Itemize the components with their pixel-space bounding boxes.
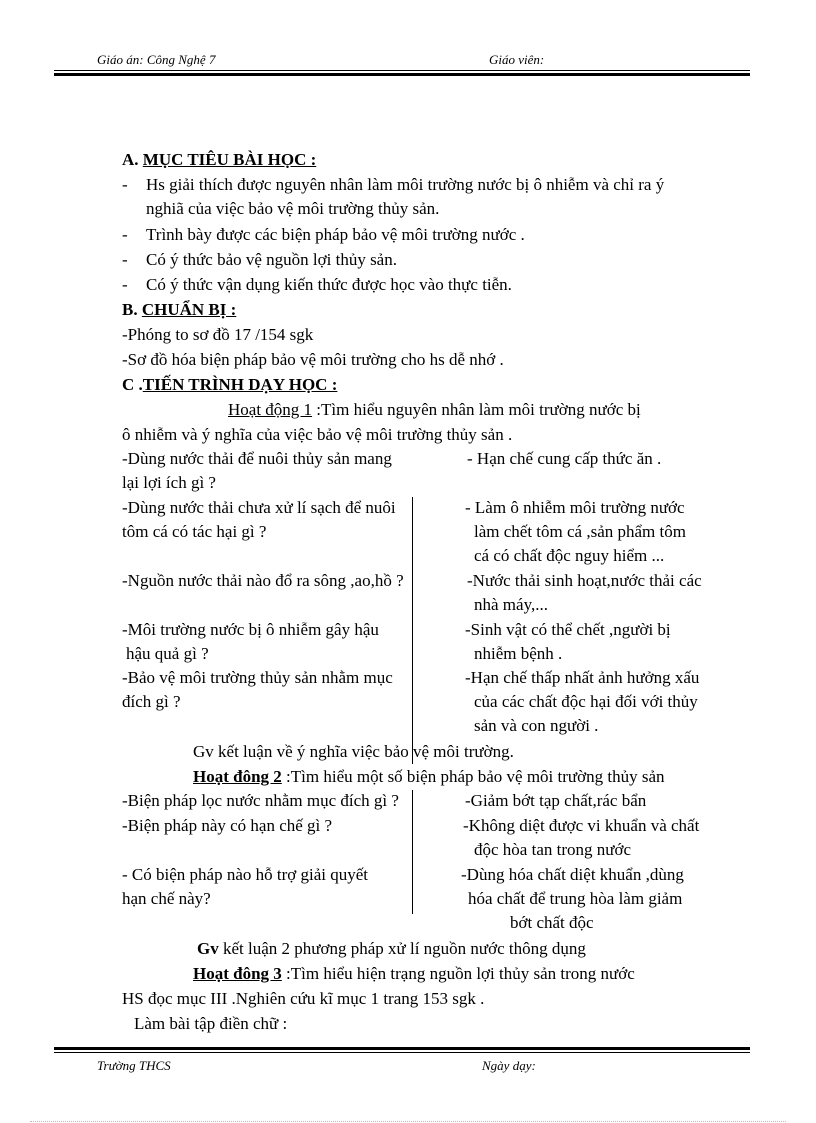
section-c-prefix: C . <box>122 375 143 394</box>
a1-q4-line-1: -Môi trường nước bị ô nhiễm gây hậu <box>122 620 379 639</box>
a1-q2-line-1: -Dùng nước thải chưa xử lí sạch để nuôi <box>122 498 396 517</box>
activity-1-heading <box>228 399 641 421</box>
a1-a4-line-2: nhiễm bệnh . <box>474 644 563 663</box>
section-c-heading <box>122 374 337 396</box>
a1-a4-line-1: -Sinh vật có thể chết ,người bị <box>465 620 671 639</box>
a2-a2-line-2: độc hòa tan trong nước <box>474 840 631 859</box>
a1-a2-line-1: - Làm ô nhiễm môi trường nước <box>465 498 685 517</box>
footer-rule-thick <box>54 1047 750 1050</box>
objective-1-line-2: nghiã của việc bảo vệ môi trường thủy sản. <box>146 199 440 218</box>
activity-2-conclusion-gv: Gv <box>197 939 219 958</box>
bullet: - <box>122 275 128 294</box>
activity-3-heading <box>193 963 635 985</box>
activity-1-divider <box>412 497 413 764</box>
a1-a1: - Hạn chế cung cấp thức ăn . <box>467 449 662 468</box>
objective-3: Có ý thức bảo vệ nguồn lợi thủy sản. <box>146 250 397 269</box>
a1-a5-line-1: -Hạn chế thấp nhất ảnh hưởng xấu <box>465 668 700 687</box>
activity-1-text-2: ô nhiễm và ý nghĩa của việc bảo vệ môi trường thủy sản . <box>122 425 513 444</box>
a1-q5-line-1: -Bảo vệ môi trường thủy sản nhằm mục <box>122 668 393 687</box>
a1-a5-line-3: sản và con người . <box>474 716 599 735</box>
activity-3-label: Hoạt đông 3 <box>193 964 282 983</box>
page-bottom-dotted-line <box>30 1121 786 1122</box>
section-a-heading <box>122 149 316 171</box>
a2-a1: -Giảm bớt tạp chất,rác bẩn <box>465 791 647 810</box>
a2-q2: -Biện pháp này có hạn chế gì ? <box>122 816 333 835</box>
a2-a3-line-3: bớt chất độc <box>510 913 594 932</box>
a2-a2-line-1: -Không diệt được vi khuẩn và chất <box>463 816 700 835</box>
activity-2-heading <box>193 766 665 788</box>
a2-a3-line-1: -Dùng hóa chất diệt khuẩn ,dùng <box>461 865 684 884</box>
activity-1-conclusion: Gv kết luận về ý nghĩa việc bảo vệ môi trường. <box>193 742 514 761</box>
section-a-title: MỤC TIÊU BÀI HỌC : <box>142 150 317 169</box>
a2-q3-line-2: hạn chế này? <box>122 889 211 908</box>
activity-2-label: Hoạt đông 2 <box>193 767 282 786</box>
a1-q1-line-2: lại lợi ích gì ? <box>122 473 216 492</box>
activity-3-line-2: HS đọc mục III .Nghiên cứu kĩ mục 1 trang 153 sgk . <box>122 989 485 1008</box>
a2-q3-line-1: - Có biện pháp nào hỗ trợ giải quyết <box>122 865 368 884</box>
a1-q2-line-2: tôm cá có tác hại gì ? <box>122 522 267 541</box>
activity-1-text: :Tìm hiểu nguyên nhân làm môi trường nước bị <box>312 400 641 419</box>
a2-a3-line-2: hóa chất để trung hòa làm giảm <box>468 889 683 908</box>
a1-a5-line-2: của các chất độc hại đối với thủy <box>474 692 698 711</box>
activity-2-divider <box>412 790 413 914</box>
activity-3-text: :Tìm hiểu hiện trạng nguồn lợi thủy sản trong nước <box>281 964 635 983</box>
a1-q4-line-2: hậu quả gì ? <box>126 644 209 663</box>
header-left: Giáo án: Công Nghệ 7 <box>97 52 216 67</box>
bullet: - <box>122 250 128 269</box>
activity-2-text: :Tìm hiểu một số biện pháp bảo vệ môi trường thủy sản <box>281 767 665 786</box>
a1-a3-line-2: nhà máy,... <box>474 595 548 614</box>
objective-1-line-1: Hs giải thích được nguyên nhân làm môi trường nước bị ô nhiễm và chỉ ra ý <box>146 175 665 194</box>
activity-1-label: Hoạt động 1 <box>228 400 313 419</box>
prep-line-2: -Sơ đồ hóa biện pháp bảo vệ môi trường cho hs dễ nhớ . <box>122 350 504 369</box>
section-b-prefix: B. <box>122 300 138 319</box>
bullet: - <box>122 225 128 244</box>
a1-a2-line-3: cá có chất độc nguy hiểm ... <box>474 546 665 565</box>
prep-line-1: -Phóng to sơ đồ 17 /154 sgk <box>122 325 314 344</box>
footer-right: Ngày dạy: <box>482 1058 536 1073</box>
bullet: - <box>122 175 128 194</box>
a1-q3: -Nguồn nước thải nào đổ ra sông ,ao,hồ ? <box>122 571 404 590</box>
section-a-prefix: A. <box>122 150 139 169</box>
a2-q1: -Biện pháp lọc nước nhằm mục đích gì ? <box>122 791 399 810</box>
activity-3-line-3: Làm bài tập điền chữ : <box>134 1014 288 1033</box>
a1-q1-line-1: -Dùng nước thải để nuôi thủy sản mang <box>122 449 392 468</box>
section-b-title: CHUẨN BỊ : <box>141 300 237 319</box>
activity-2-conclusion <box>197 938 586 960</box>
header-rule-thick <box>54 73 750 76</box>
section-b-heading <box>122 299 236 321</box>
footer-rule-thin <box>54 1052 750 1053</box>
objective-4: Có ý thức vận dụng kiến thức được học vào thực tiễn. <box>146 275 512 294</box>
a1-a3-line-1: -Nước thải sinh hoạt,nước thải các <box>467 571 702 590</box>
header-rule-thin <box>54 70 750 71</box>
header-right: Giáo viên: <box>489 52 545 67</box>
section-c-title: TIẾN TRÌNH DẠY HỌC : <box>142 375 338 394</box>
activity-2-conclusion-text: kết luận 2 phương pháp xử lí nguồn nước thông dụng <box>218 939 586 958</box>
a1-a2-line-2: làm chết tôm cá ,sản phẩm tôm <box>474 522 686 541</box>
a1-q5-line-2: đích gì ? <box>122 692 181 711</box>
objective-2: Trình bày được các biện pháp bảo vệ môi trường nước . <box>146 225 525 244</box>
footer-left: Trường THCS <box>97 1058 171 1073</box>
